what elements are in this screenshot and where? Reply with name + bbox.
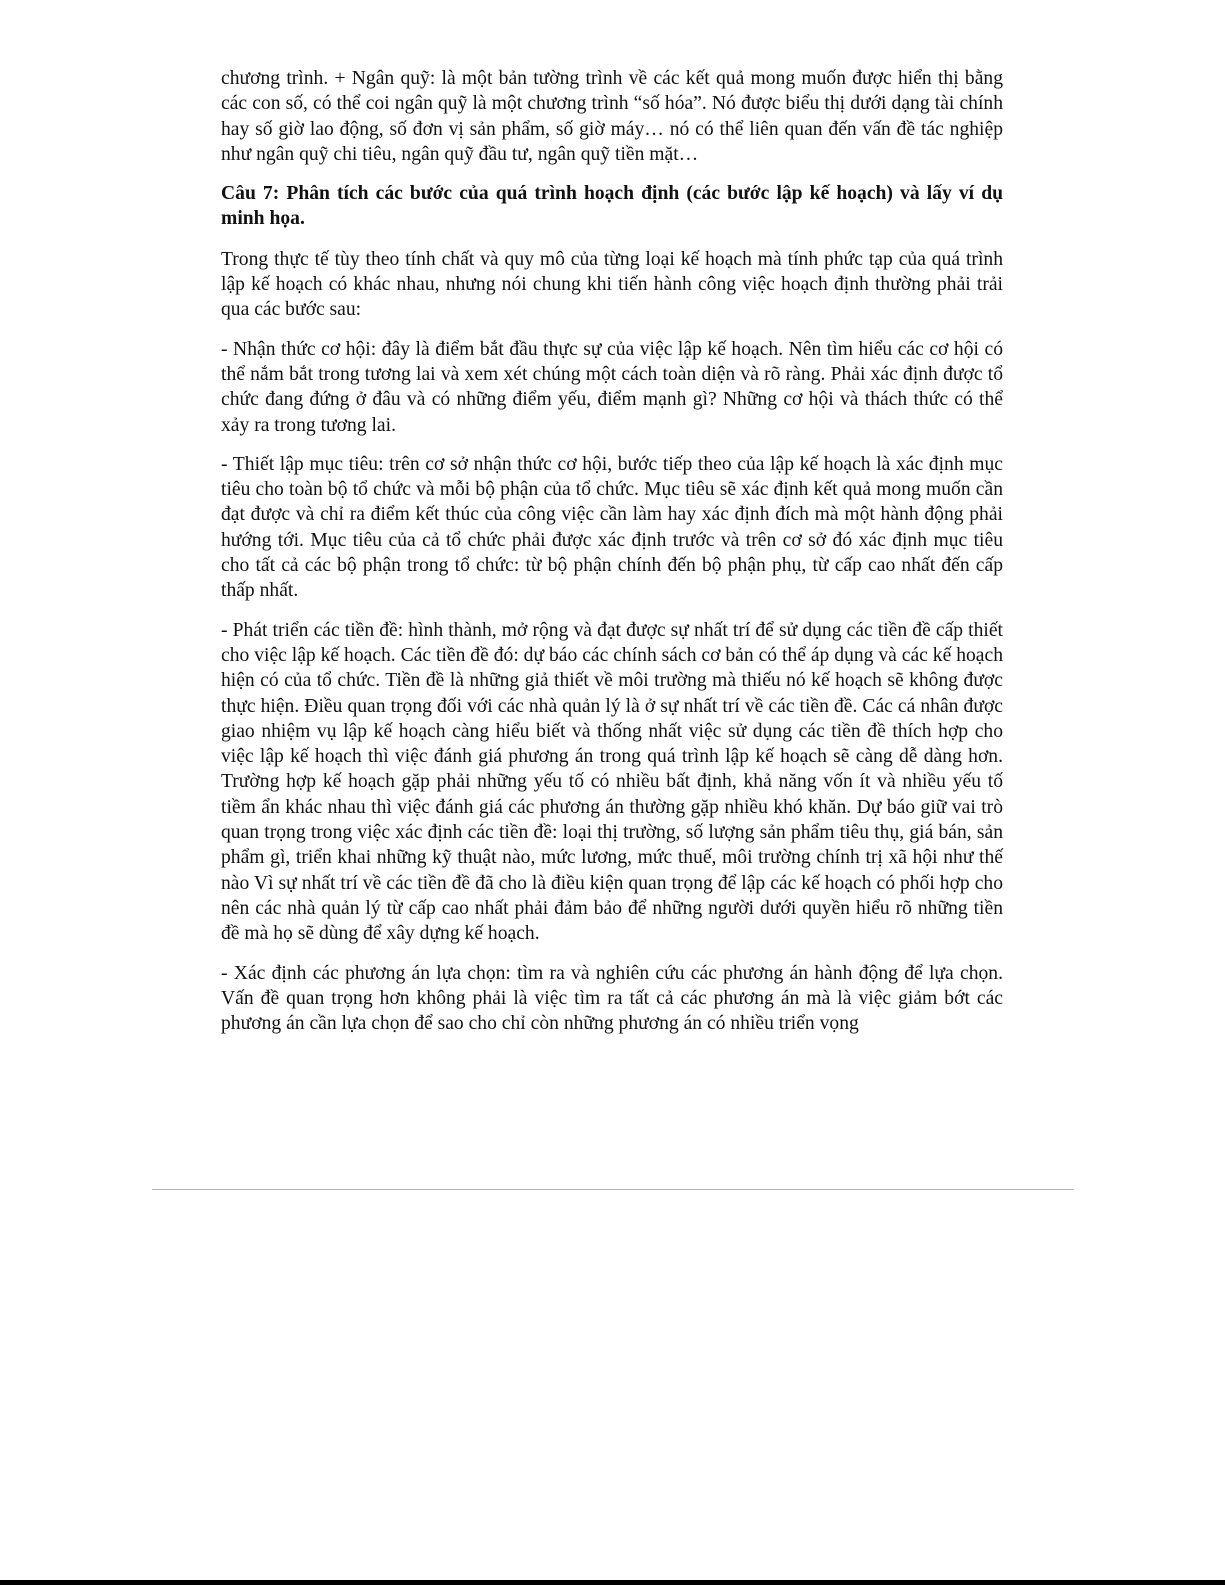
bottom-border xyxy=(0,1580,1225,1585)
step-objectives: - Thiết lập mục tiêu: trên cơ sở nhận thức cơ hội, bước tiếp theo của lập kế hoạch là xác định mục tiêu cho toàn bộ tổ chức và mỗi bộ phận của tổ chức. Mục tiêu sẽ xác định kết quả mong muốn cần đạt được và chỉ ra điểm kết thúc của công việc cần làm hay xác định đích mà một hành động phải hướng tới. Mục tiêu của cả tổ chức phải được xác định trước và trên cơ sở đó xác định mục tiêu cho tất cả các bộ phận trong tổ chức: từ bộ phận chính đến bộ phận phụ, từ cấp cao nhất đến cấp thấp nhất. xyxy=(221,453,1003,602)
question-heading: Câu 7: Phân tích các bước của quá trình hoạch định (các bước lập kế hoạch) và lấy ví dụ minh họa. xyxy=(221,183,1003,230)
paragraph-intro: chương trình. + Ngân quỹ: là một bản tường trình về các kết quả mong muốn được hiển thị bằng các con số, có thể coi ngân quỹ là một chương trình “số hóa”. Nó được biểu thị dưới dạng tài chính hay số giờ lao động, số đơn vị sản phẩm, số giờ máy… nó có thể liên quan đến vấn đề tác nghiệp như ngân quỹ chi tiêu, ngân quỹ đầu tư, ngân quỹ tiền mặt… xyxy=(221,68,1003,165)
paragraph-overview: Trong thực tế tùy theo tính chất và quy mô của từng loại kế hoạch mà tính phức tạp của quá trình lập kế hoạch có khác nhau, nhưng nói chung khi tiến hành công việc hoạch định thường phải trải qua các bước sau: xyxy=(221,248,1003,321)
page-divider xyxy=(152,1189,1074,1190)
step-premises: - Phát triển các tiền đề: hình thành, mở rộng và đạt được sự nhất trí để sử dụng các tiền đề cấp thiết cho việc lập kế hoạch. Các tiền đề đó: dự báo các chính sách cơ bản có thể áp dụng và các kế hoạch hiện có của tổ chức. Tiền đề là những giả thiết về môi trường mà thiếu nó kế hoạch sẽ không được thực hiện. Điều quan trọng đối với các nhà quản lý là ở sự nhất trí về các tiền đề. Các cá nhân được giao nhiệm vụ lập kế hoạch càng hiểu biết và thống nhất việc sử dụng các tiền đề thích hợp cho việc lập kế hoạch thì việc đánh giá phương án trong quá trình lập kế hoạch sẽ càng dễ dàng hơn. Trường hợp kế hoạch gặp phải những yếu tố có nhiều bất định, khả năng vốn ít và nhiều yếu tố tiềm ẩn khác nhau thì việc đánh giá các phương án thường gặp nhiều khó khăn. Dự báo giữ vai trò quan trọng trong việc xác định các tiền đề: loại thị trường, số lượng sản phẩm tiêu thụ, giá bán, sản phẩm gì, triển khai những kỹ thuật nào, mức lương, mức thuế, môi trường chính trị xã hội như thế nào Vì sự nhất trí về các tiền đề đã cho là điều kiện quan trọng để lập các kế hoạch có phối hợp cho nên các nhà quản lý từ cấp cao nhất phải đảm bảo để những người dưới quyền hiểu rõ những tiền đề mà họ sẽ dùng để xây dựng kế hoạch. xyxy=(221,619,1003,945)
page-body xyxy=(221,66,1003,1050)
step-alternatives: - Xác định các phương án lựa chọn: tìm ra và nghiên cứu các phương án hành động để lựa chọn. Vấn đề quan trọng hơn không phải là việc tìm ra tất cả các phương án mà là việc giảm bớt các phương án cần lựa chọn để sao cho chỉ còn những phương án có nhiều triển vọng xyxy=(221,962,1003,1035)
step-opportunity: - Nhận thức cơ hội: đây là điểm bắt đầu thực sự của việc lập kế hoạch. Nên tìm hiểu các cơ hội có thể nắm bắt trong tương lai và xem xét chúng một cách toàn diện và rõ ràng. Phải xác định được tổ chức đang đứng ở đâu và có những điểm yếu, điểm mạnh gì? Những cơ hội và thách thức có thể xảy ra trong tương lai. xyxy=(221,338,1003,436)
